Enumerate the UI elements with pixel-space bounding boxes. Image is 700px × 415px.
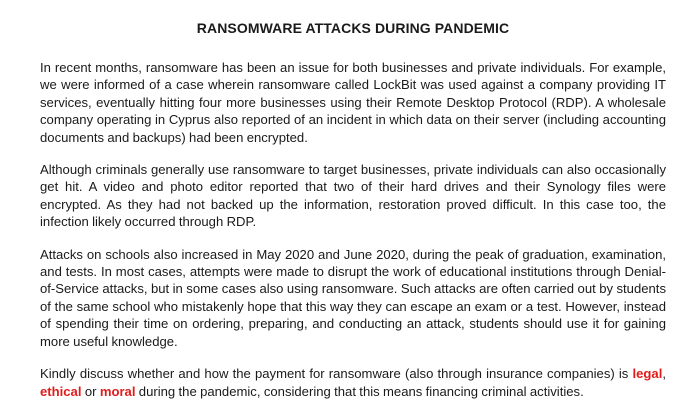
question-sep-2: or <box>81 383 100 399</box>
question-intro: Kindly discuss whether and how the payment for ransomware (also through insurance companies) is <box>40 366 633 382</box>
question-sep-1: , <box>662 366 666 382</box>
discussion-question <box>40 365 666 400</box>
document-title: RANSOMWARE ATTACKS DURING PANDEMIC <box>196 20 510 36</box>
highlight-ethical: ethical <box>40 383 82 399</box>
highlight-legal: legal <box>632 366 663 382</box>
question-outro: during the pandemic, considering that this means financing criminal activities. <box>135 383 584 399</box>
paragraph-lockbit: In recent months, ransomware has been an issue for both businesses and private individuals. For example, we were informed of a case wherein ransomware called LockBit was used against a company providing IT services, eventually hitting four more businesses using their Remote Desktop Protocol (RDP). A wholesale company operating in Cyprus also reported of an incident in which data on their server (including accounting documents and backups) had been encrypted. <box>40 60 666 145</box>
paragraph-schools: Attacks on schools also increased in May 2020 and June 2020, during the peak of graduation, examination, and tests. In most cases, attempts were made to disrupt the work of educational institutions through Denial-of-Service attacks, but in some cases also using ransomware. Such attacks are often carried out by students of the same school who mistakenly hope that this way they can escape an exam or a test. However, instead of spending their time on ordering, preparing, and conducting an attack, students should use it for gaining more useful knowledge. <box>40 246 666 349</box>
document <box>40 20 666 415</box>
highlight-moral: moral <box>99 383 136 399</box>
paragraph-private-individuals: Although criminals generally use ransomware to target businesses, private individuals can also occasionally get hit. A video and photo editor reported that two of their hard drives and their Synology files were encrypted. As they had not backed up the information, restoration proved difficult. In this case too, the infection likely occurred through RDP. <box>40 162 666 230</box>
